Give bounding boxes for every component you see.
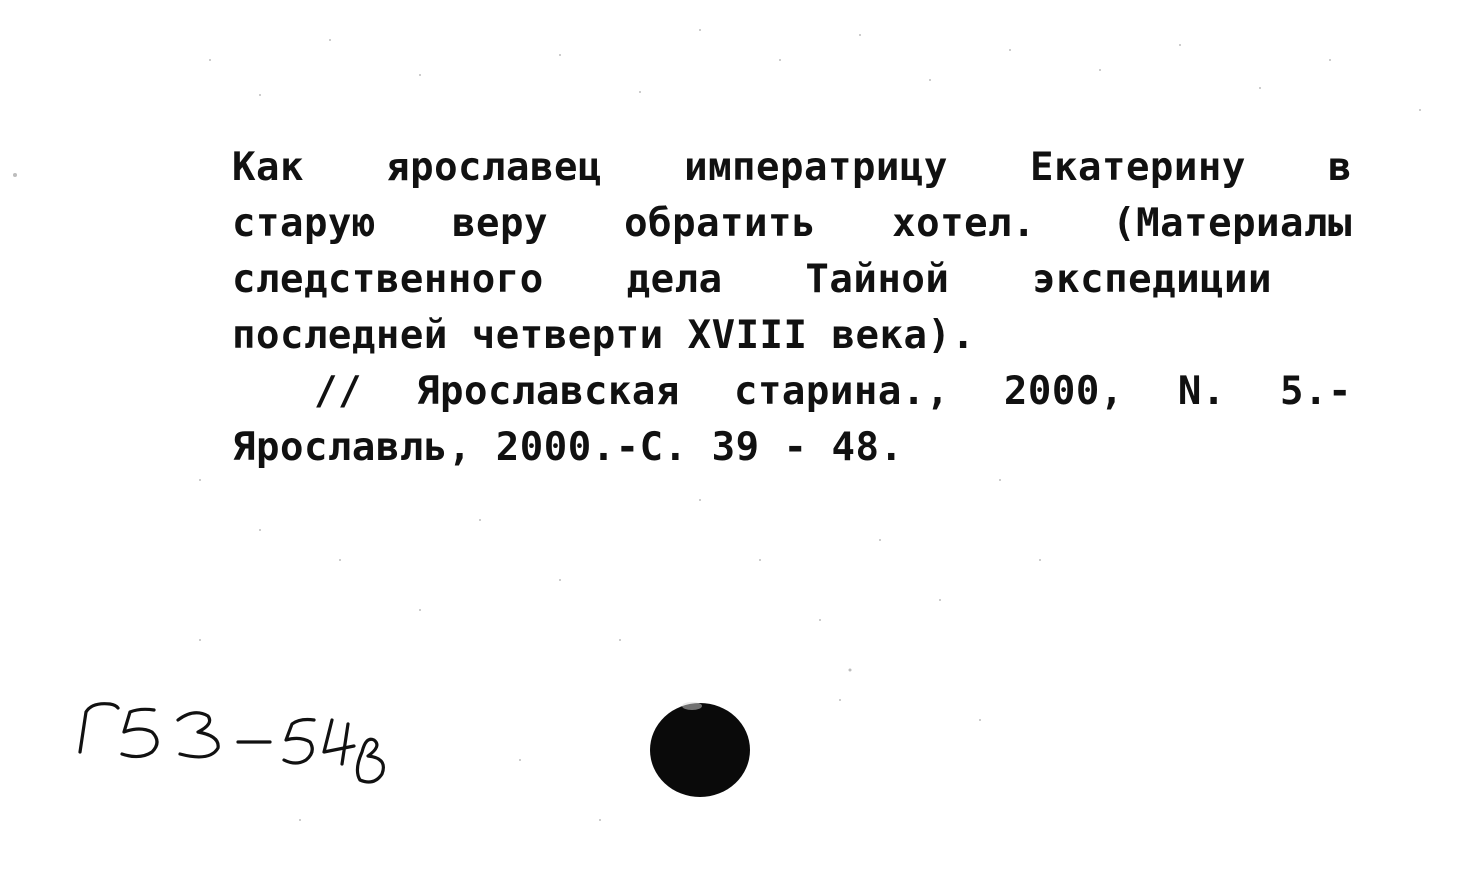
- word: следственного: [232, 257, 544, 302]
- citation-line-6: [232, 420, 1352, 476]
- word: дела: [626, 257, 723, 302]
- handwritten-shelfmark: [70, 690, 410, 800]
- word: Тайной: [805, 257, 950, 302]
- word: хотел.: [892, 201, 1037, 246]
- word: Как: [232, 145, 304, 190]
- citation-line-4: [232, 308, 1352, 364]
- word: императрицу: [684, 145, 948, 190]
- word: экспедиции: [1032, 257, 1272, 302]
- word: //: [314, 369, 362, 414]
- word: (Материалы: [1112, 201, 1352, 246]
- punch-hole: [648, 700, 752, 800]
- word: последней четверти XVIII века).: [232, 313, 976, 358]
- word: Ярославль, 2000.-С. 39 - 48.: [232, 425, 904, 470]
- word: ярославец: [386, 145, 602, 190]
- word: Екатерину: [1030, 145, 1246, 190]
- word: обратить: [624, 201, 816, 246]
- word: 2000,: [1003, 369, 1124, 414]
- citation-line-1: [232, 140, 1352, 196]
- citation-line-3: [232, 252, 1272, 308]
- word: N.: [1177, 369, 1226, 414]
- word: старина.,: [733, 369, 950, 414]
- bibliographic-entry: [232, 140, 1352, 476]
- citation-line-2: [232, 196, 1352, 252]
- word: старую: [232, 201, 376, 246]
- word: Ярославская: [416, 369, 680, 414]
- word: в: [1328, 145, 1352, 190]
- word: 5.-: [1280, 369, 1352, 414]
- citation-line-5: [232, 364, 1352, 420]
- word: веру: [452, 201, 548, 246]
